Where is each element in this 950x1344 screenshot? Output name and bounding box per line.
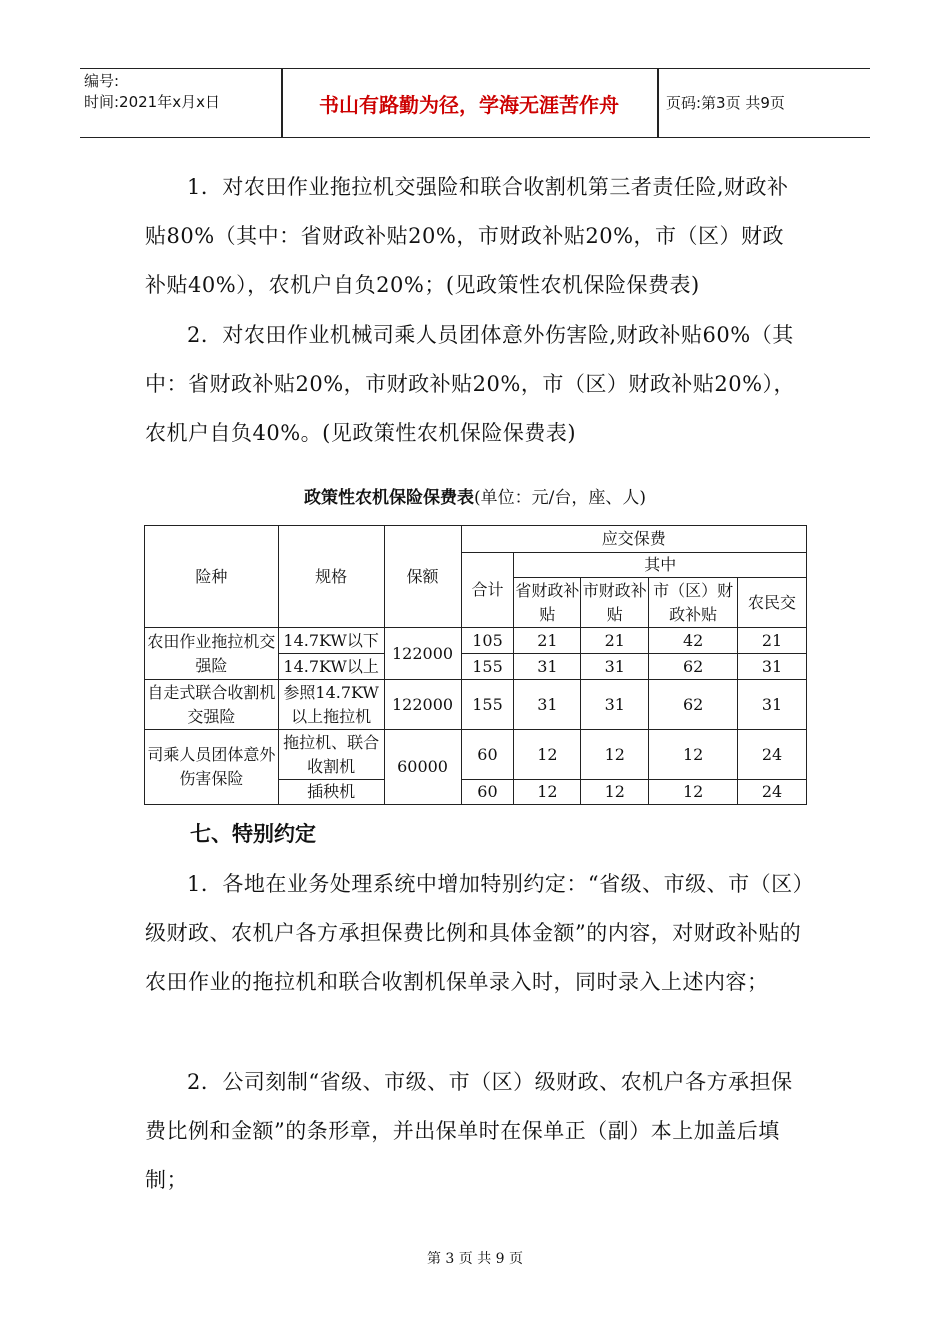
cell-farmer: 24 xyxy=(738,730,807,780)
header-district: 市（区）财政补贴 xyxy=(649,578,738,628)
cell-city: 31 xyxy=(581,654,649,680)
cell-amount: 60000 xyxy=(384,730,461,805)
table-caption-title: 政策性农机保险保费表 xyxy=(304,488,474,508)
section-heading: 七、特别约定 xyxy=(190,822,316,846)
cell-farmer: 24 xyxy=(738,780,807,805)
table-row xyxy=(145,730,807,780)
cell-spec: 插秧机 xyxy=(278,780,384,805)
paragraph-3: 1．各地在业务处理系统中增加特别约定：“省级、市级、市（区）级财政、农机户各方承担保费比例和具体金额”的内容，对财政补贴的农田作业的拖拉机和联合收割机保单录入时，同时录入上述内容； xyxy=(145,872,804,994)
header-type: 险种 xyxy=(145,526,279,628)
cell-spec: 拖拉机、联合收割机 xyxy=(278,730,384,780)
table-caption xyxy=(0,483,950,508)
header-motto: 书山有路勤为径，学海无涯苦作舟 xyxy=(319,93,619,117)
header-city: 市财政补贴 xyxy=(581,578,649,628)
cell-type: 司乘人员团体意外伤害保险 xyxy=(145,730,279,805)
header-amount: 保额 xyxy=(384,526,461,628)
header-farmer: 农民交 xyxy=(738,578,807,628)
cell-total: 155 xyxy=(461,680,514,730)
cell-type: 农田作业拖拉机交强险 xyxy=(145,628,279,680)
number-label: 编号: xyxy=(84,72,120,90)
cell-amount: 122000 xyxy=(384,628,461,680)
cell-total: 105 xyxy=(461,628,514,654)
cell-prov: 31 xyxy=(514,680,581,730)
cell-total: 155 xyxy=(461,654,514,680)
cell-spec: 参照14.7KW以上拖拉机 xyxy=(278,680,384,730)
cell-total: 60 xyxy=(461,780,514,805)
premium-table xyxy=(144,525,807,805)
cell-district: 62 xyxy=(649,654,738,680)
cell-city: 31 xyxy=(581,680,649,730)
cell-prov: 31 xyxy=(514,654,581,680)
cell-farmer: 21 xyxy=(738,628,807,654)
header-of-which: 其中 xyxy=(514,553,807,578)
cell-district: 62 xyxy=(649,680,738,730)
header-spec: 规格 xyxy=(278,526,384,628)
cell-prov: 12 xyxy=(514,730,581,780)
cell-type: 自走式联合收割机交强险 xyxy=(145,680,279,730)
cell-spec: 14.7KW以下 xyxy=(278,628,384,654)
cell-city: 12 xyxy=(581,780,649,805)
page-footer: 第 3 页 共 9 页 xyxy=(426,1251,524,1267)
header-total: 合计 xyxy=(461,553,514,628)
cell-spec: 14.7KW以上 xyxy=(278,654,384,680)
cell-farmer: 31 xyxy=(738,654,807,680)
table-header-row xyxy=(145,526,807,553)
cell-district: 42 xyxy=(649,628,738,654)
header-divider xyxy=(657,69,659,137)
cell-city: 21 xyxy=(581,628,649,654)
header-meta xyxy=(84,71,279,113)
cell-farmer: 31 xyxy=(738,680,807,730)
time-label: 时间:2021年x月x日 xyxy=(84,93,220,111)
cell-amount: 122000 xyxy=(384,680,461,730)
paragraph-1: 1．对农田作业拖拉机交强险和联合收割机第三者责任险,财政补贴80%（其中：省财政补贴20%，市财政补贴20%，市（区）财政补贴40%），农机户自负20%；(见政策性农机保险保费表) xyxy=(145,175,789,297)
cell-total: 60 xyxy=(461,730,514,780)
cell-prov: 21 xyxy=(514,628,581,654)
header-premium: 应交保费 xyxy=(461,526,806,553)
paragraph-2: 2．对农田作业机械司乘人员团体意外伤害险,财政补贴60%（其中：省财政补贴20%，市财政补贴20%，市（区）财政补贴20%），农机户自负40%。(见政策性农机保险保费表) xyxy=(145,323,796,445)
table-row xyxy=(145,628,807,654)
cell-district: 12 xyxy=(649,780,738,805)
cell-district: 12 xyxy=(649,730,738,780)
table-caption-unit: (单位：元/台，座、人) xyxy=(474,488,646,508)
cell-city: 12 xyxy=(581,730,649,780)
page-header xyxy=(80,68,870,138)
table-row xyxy=(145,680,807,730)
paragraph-4: 2．公司刻制“省级、市级、市（区）级财政、农机户各方承担保费比例和金额”的条形章，并出保单时在保单正（副）本上加盖后填制； xyxy=(145,1070,793,1192)
header-prov: 省财政补贴 xyxy=(514,578,581,628)
header-page-number: 页码:第3页 共9页 xyxy=(666,94,785,112)
cell-prov: 12 xyxy=(514,780,581,805)
